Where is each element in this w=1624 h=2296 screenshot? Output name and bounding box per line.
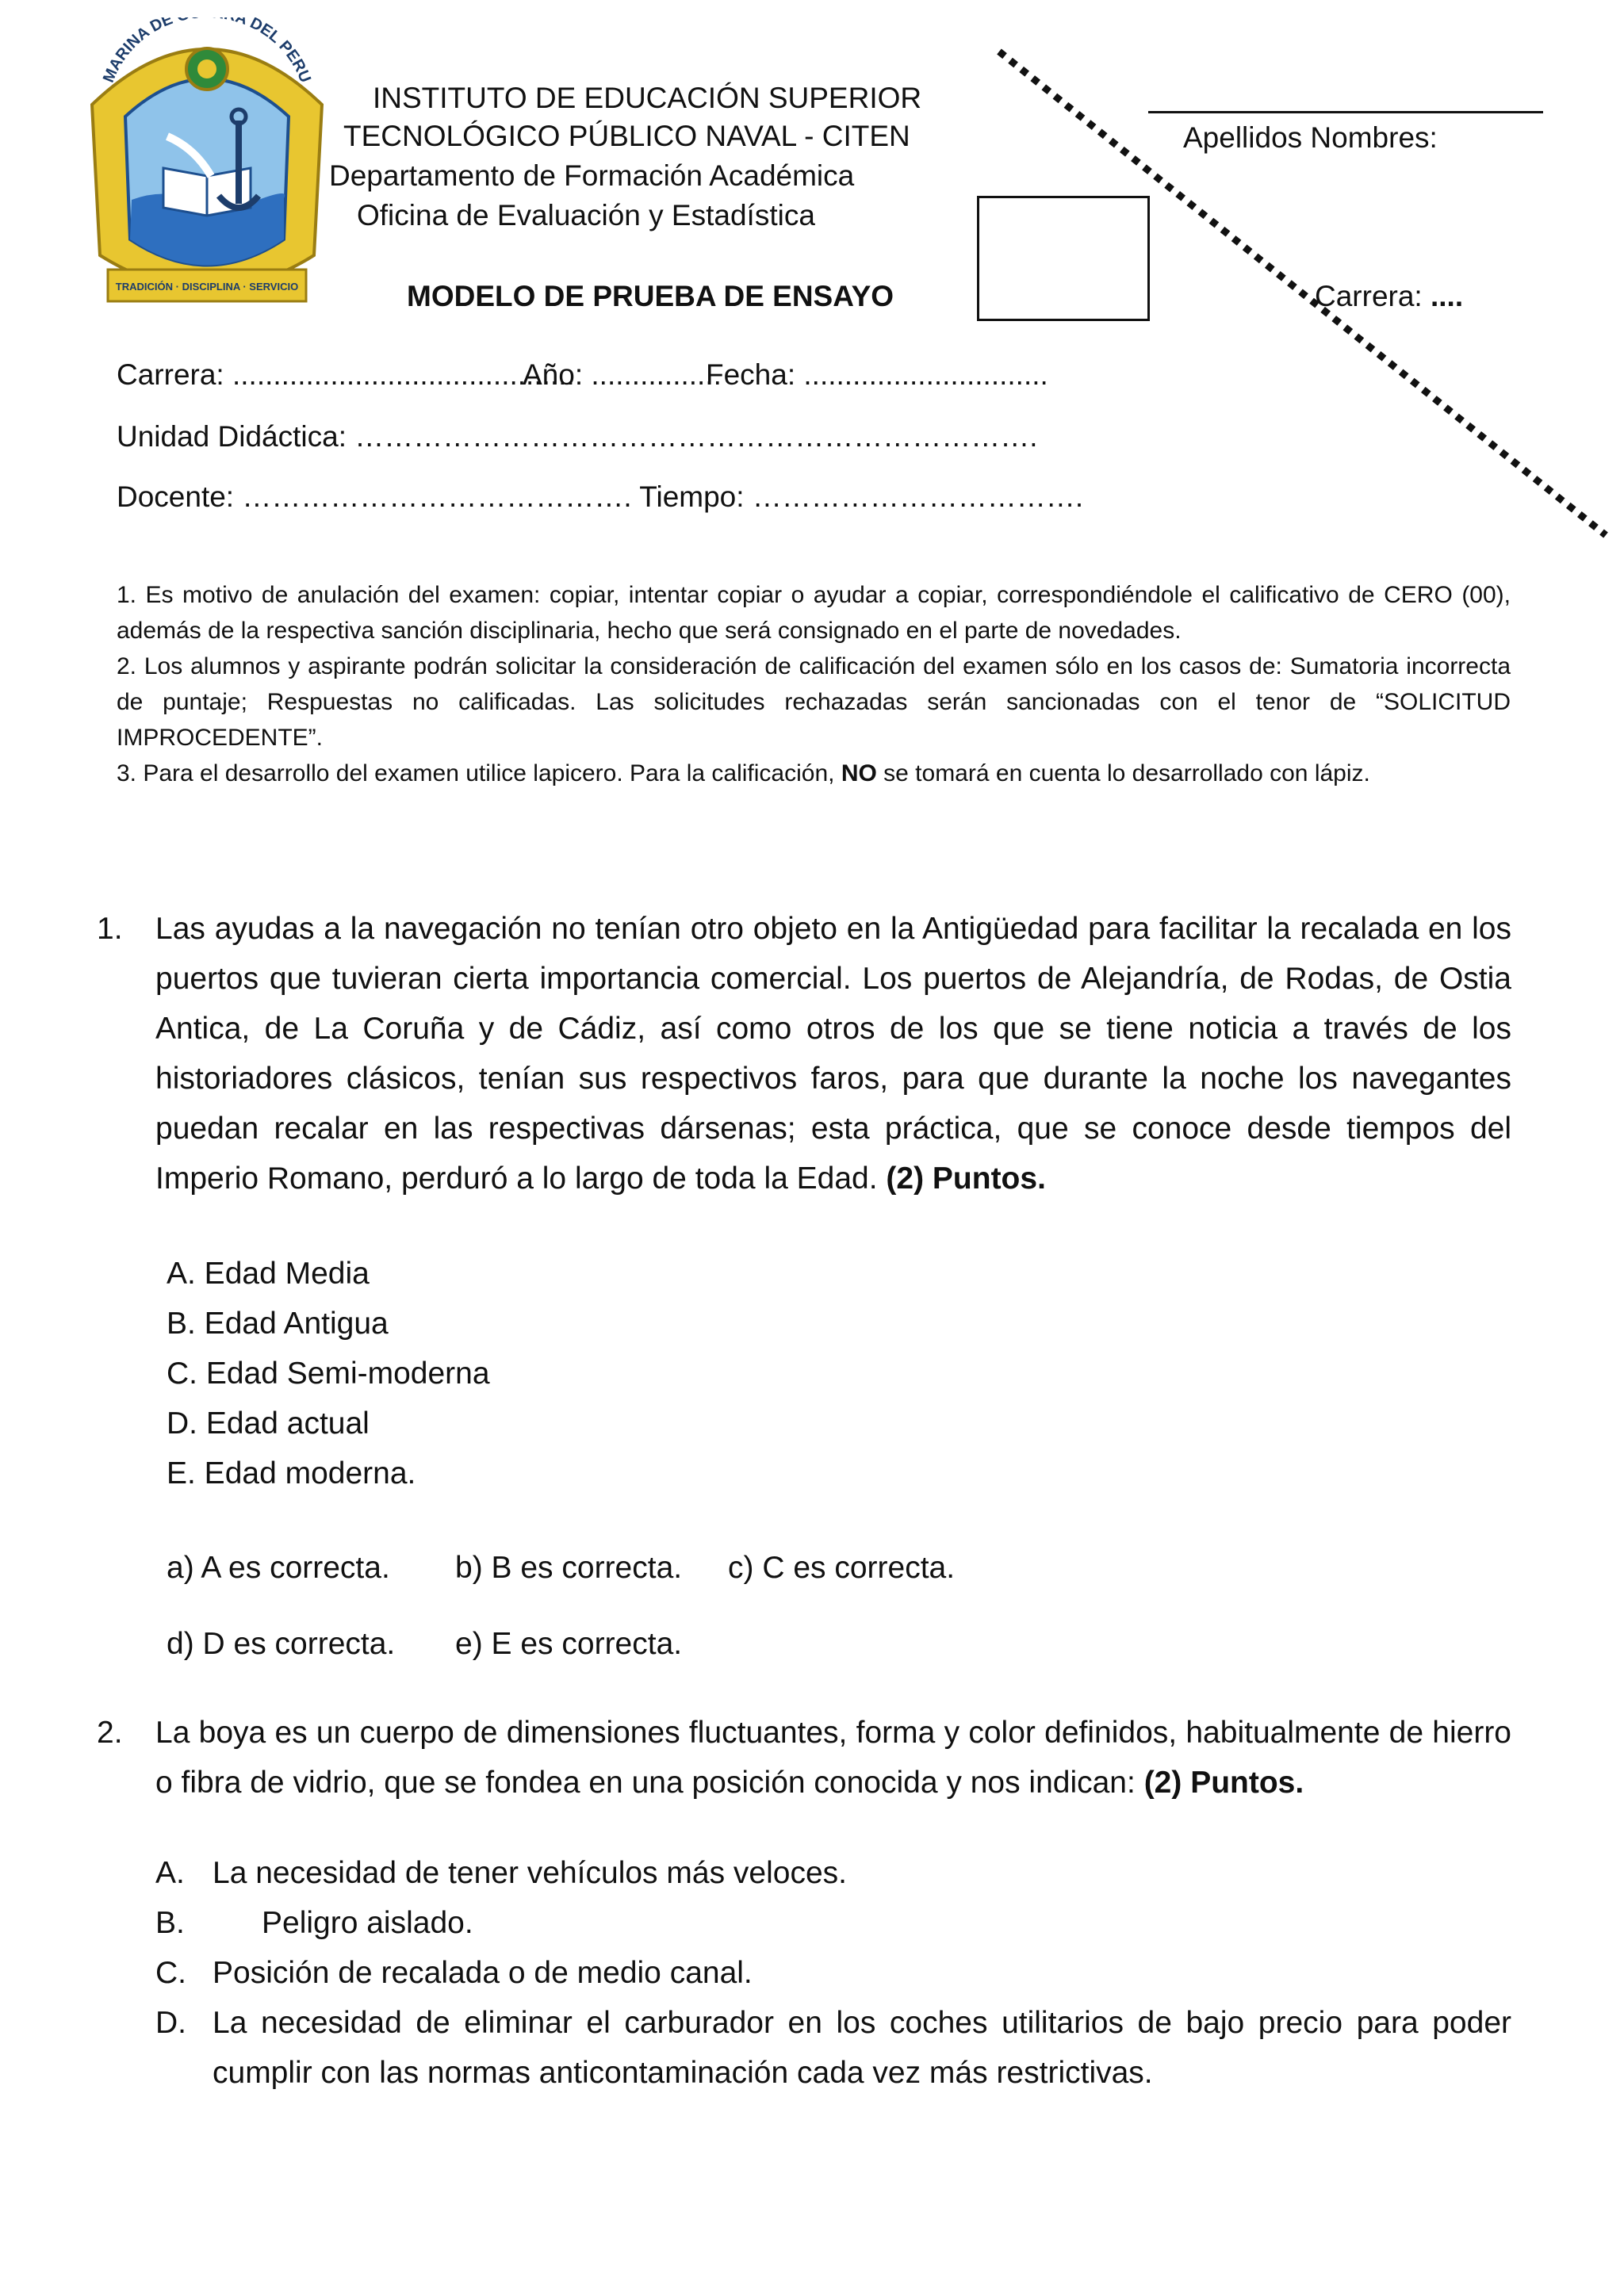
rules-block bbox=[117, 577, 1511, 791]
q1-options bbox=[167, 1249, 490, 1498]
q1-option-d[interactable]: D. Edad actual bbox=[167, 1406, 370, 1441]
stub-career-label: Carrera: bbox=[1315, 280, 1423, 312]
stub-career-dots: .... bbox=[1430, 280, 1464, 312]
header-line-4: Oficina de Evaluación y Estadística bbox=[357, 199, 815, 232]
q2-text bbox=[155, 1708, 1511, 1808]
q1-answer-e[interactable]: e) E es correcta. bbox=[455, 1627, 683, 1661]
q2-option-b-letter: B. bbox=[155, 1906, 185, 1940]
q1-answer-c[interactable]: c) C es correcta. bbox=[728, 1551, 956, 1585]
page-title: MODELO DE PRUEBA DE ENSAYO bbox=[407, 280, 894, 312]
q2-number: 2. bbox=[97, 1716, 123, 1750]
header-line-3: Departamento de Formación Académica bbox=[329, 159, 855, 192]
q1-option-a[interactable]: A. Edad Media bbox=[167, 1257, 370, 1291]
stub-career bbox=[1315, 277, 1463, 316]
names-label: Apellidos Nombres: bbox=[1183, 121, 1438, 154]
q1-answer-b[interactable]: b) B es correcta. bbox=[455, 1551, 683, 1585]
field-carrera[interactable]: Carrera: .......................................... bbox=[117, 358, 575, 391]
rule-1: 1. Es motivo de anulación del examen: copiar, intentar copiar o ayudar a copiar, correspondiéndole el calificativo de CERO (00), además de la respectiva sanción disciplinaria, hecho que será consignado en el parte de novedades. bbox=[117, 582, 1511, 644]
header-line-2: TECNOLÓGICO PÚBLICO NAVAL - CITEN bbox=[343, 120, 910, 152]
q2-option-c-letter: C. bbox=[155, 1956, 186, 1990]
field-fecha[interactable]: Fecha: .............................. bbox=[706, 358, 1048, 391]
header-line-1: INSTITUTO DE EDUCACIÓN SUPERIOR bbox=[373, 82, 922, 114]
field-docente-tiempo[interactable]: Docente: …………………………………. Tiempo: ……………………………. bbox=[117, 480, 1084, 513]
rule-3 bbox=[117, 756, 1511, 791]
q2-points: (2) Puntos. bbox=[1143, 1766, 1304, 1800]
q1-statement: Las ayudas a la navegación no tenían otro objeto en la Antigüedad para facilitar la recalada en los puertos que tuvieran cierta importancia comercial. Los puertos de Alejandría, de Rodas, de Ostia Antica, de La Coruña y de Cádiz, así como otros de los que se tiene noticia a través de los historiadores clásicos, tenían sus respectivos faros, para que durante la noche los navegantes puedan recalar en las respectivas dársenas; esta práctica, que se conoce desde tiempos del Imperio Romano, perduró a lo largo de toda la Edad. bbox=[155, 912, 1511, 1196]
rule-3-bold: NO bbox=[841, 760, 877, 786]
q2-option-d-letter: D. bbox=[155, 2006, 186, 2040]
logo-banner-text: TRADICIÓN · DISCIPLINA · SERVICIO bbox=[115, 281, 299, 293]
q2-option-d[interactable]: La necesidad de eliminar el carburador en los coches utilitarios de bajo precio para poder cumplir con las normas anticontaminación cada vez más restrictivas. bbox=[213, 2006, 1511, 2090]
rule-3-text-b: se tomará en cuenta lo desarrollado con lápiz. bbox=[883, 760, 1370, 786]
logo-top-text: MARINA DE A DEL PERU bbox=[99, 17, 315, 86]
q2-option-c[interactable]: Posición de recalada o de medio canal. bbox=[213, 1956, 753, 1990]
q1-option-c[interactable]: C. Edad Semi-moderna bbox=[167, 1357, 490, 1391]
q2-option-b[interactable]: Peligro aislado. bbox=[262, 1906, 473, 1940]
q2-option-a[interactable]: La necesidad de tener vehículos más veloces. bbox=[213, 1856, 847, 1890]
q2-statement: La boya es un cuerpo de dimensiones fluctuantes, forma y color definidos, habitualmente de hierro o fibra de vidrio, que se fondea en una posición conocida y nos indican: bbox=[155, 1716, 1511, 1800]
rule-3-text-a: 3. Para el desarrollo del examen utilice lapicero. Para la calificación, bbox=[117, 760, 835, 786]
q1-answer-a[interactable]: a) A es correcta. bbox=[167, 1551, 390, 1585]
q1-number: 1. bbox=[97, 912, 123, 946]
institution-logo bbox=[76, 17, 338, 331]
q1-text bbox=[155, 904, 1511, 1203]
q1-points: (2) Puntos. bbox=[886, 1161, 1046, 1196]
field-unidad-didactica[interactable]: Unidad Didáctica: ……………………………………………………………. bbox=[117, 420, 1038, 453]
q2-option-a-letter: A. bbox=[155, 1856, 185, 1890]
q1-option-b[interactable]: B. Edad Antigua bbox=[167, 1307, 389, 1341]
name-underline bbox=[1148, 111, 1543, 113]
rule-2: 2. Los alumnos y aspirante podrán solicitar la consideración de calificación del examen sólo en los casos de: Sumatoria incorrecta de puntaje; Respuestas no calificadas. Las solicitudes rechazadas serán sancionadas con el tenor de “SOLICITUD IMPROCEDENTE”. bbox=[117, 653, 1511, 751]
q1-option-e[interactable]: E. Edad moderna. bbox=[167, 1456, 416, 1490]
navy-shield-icon bbox=[76, 17, 338, 331]
field-anio[interactable]: Año: ................ bbox=[523, 358, 722, 391]
q1-answer-d[interactable]: d) D es correcta. bbox=[167, 1627, 396, 1661]
